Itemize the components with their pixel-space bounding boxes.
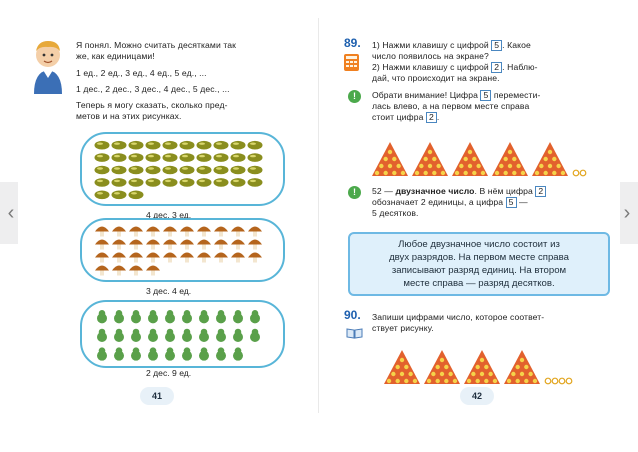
- digit-box: 5: [506, 197, 517, 208]
- note-icon: !: [348, 186, 361, 199]
- lemon-item: [231, 178, 246, 187]
- task89-text: [372, 40, 612, 84]
- unit-dot: [545, 378, 551, 384]
- mushroom-item: [112, 266, 126, 271]
- right-page: [320, 18, 620, 413]
- mushroom-item: [163, 227, 177, 232]
- lemon-item: [95, 191, 110, 200]
- lemon-item: [163, 178, 178, 187]
- lemons-group: [80, 132, 285, 206]
- triangles-figure-bottom: [384, 346, 604, 390]
- mushroom-item: [95, 266, 109, 271]
- mushroom-item: [197, 240, 211, 245]
- mushroom-item: [180, 227, 194, 232]
- intro-line: же, как единицами!: [76, 51, 155, 61]
- lemon-item: [248, 153, 263, 162]
- lemon-item: [231, 166, 246, 175]
- mushroom-item: [163, 253, 177, 258]
- mushroom-item: [180, 240, 194, 245]
- note52-text: [372, 186, 612, 219]
- lemon-item: [214, 141, 229, 150]
- task90-text: [372, 312, 612, 334]
- lemon-item: [129, 153, 144, 162]
- task-number: 89.: [344, 36, 361, 50]
- now-line: Теперь я могу сказать, сколько пред-: [76, 100, 228, 110]
- intro-line: Я понял. Можно считать десятками так: [76, 40, 237, 50]
- task90-line: ствует рисунку.: [372, 323, 434, 333]
- mushroom-item: [231, 253, 245, 258]
- mushroom-item: [197, 253, 211, 258]
- mushroom-item: [146, 266, 160, 271]
- lemon-item: [95, 153, 110, 162]
- mushroom-item: [231, 240, 245, 245]
- mushroom-item: [146, 240, 160, 245]
- mushroom-item: [129, 240, 143, 245]
- mushroom-item: [214, 240, 228, 245]
- unit-dot: [573, 170, 579, 176]
- digit-key-box: 5: [491, 40, 502, 51]
- left-page: [18, 18, 318, 413]
- lemon-item: [146, 141, 161, 150]
- lemon-item: [95, 178, 110, 187]
- mushrooms-group: [80, 218, 285, 282]
- lemon-item: [197, 141, 212, 150]
- lemon-item: [163, 153, 178, 162]
- mushroom-item: [231, 227, 245, 232]
- mushroom-item: [112, 227, 126, 232]
- mushroom-item: [129, 227, 143, 232]
- lemon-item: [95, 141, 110, 150]
- lemon-item: [95, 166, 110, 175]
- mushroom-item: [214, 227, 228, 232]
- now-text: [76, 100, 228, 122]
- digit-box: 2: [426, 112, 437, 123]
- pears-figure: [82, 302, 283, 366]
- mushroom-item: [129, 266, 143, 271]
- mushrooms-figure: [82, 220, 283, 280]
- now-line: метов и на этих рисунках.: [76, 111, 182, 121]
- mushroom-item: [95, 240, 109, 245]
- mushroom-item: [214, 253, 228, 258]
- lemon-item: [112, 178, 127, 187]
- lemon-item: [214, 178, 229, 187]
- lemon-item: [248, 141, 263, 150]
- task89-line: 2) Нажми клавишу с цифрой 2 . Наблю-: [372, 62, 538, 72]
- lemon-item: [248, 166, 263, 175]
- mushroom-item: [112, 240, 126, 245]
- task89-line: 1) Нажми клавишу с цифрой 5 . Какое: [372, 40, 531, 50]
- mushroom-item: [163, 240, 177, 245]
- attention-icon: !: [348, 90, 361, 103]
- lemon-item: [248, 178, 263, 187]
- lemon-item: [197, 178, 212, 187]
- mushroom-item: [95, 227, 109, 232]
- unit-dot: [566, 378, 572, 384]
- mushroom-item: [146, 253, 160, 258]
- mushrooms-caption: 3 дес. 4 ед.: [146, 286, 192, 296]
- lemon-item: [146, 153, 161, 162]
- count-units: 1 ед., 2 ед., 3 ед., 4 ед., 5 ед., ...: [76, 68, 207, 78]
- attention-line: стоит цифра 2 .: [372, 112, 440, 122]
- mushroom-item: [197, 227, 211, 232]
- triangles-figure-top: [372, 138, 612, 182]
- rule-box: [348, 232, 610, 296]
- task89-line: дай, что происходит на экране.: [372, 73, 500, 83]
- lemon-item: [112, 153, 127, 162]
- lemon-item: [180, 178, 195, 187]
- next-page-button[interactable]: ›: [616, 182, 638, 244]
- lemon-item: [129, 166, 144, 175]
- lemon-item: [146, 178, 161, 187]
- note52-line: обозначает 2 единицы, а цифра 5 —: [372, 197, 528, 207]
- mushroom-item: [95, 253, 109, 258]
- digit-key-box: 2: [491, 62, 502, 73]
- task-number: 90.: [344, 308, 361, 322]
- lemon-item: [112, 141, 127, 150]
- note52-line: 5 десятков.: [372, 208, 419, 218]
- page-number: 42: [460, 387, 494, 405]
- lemon-item: [197, 153, 212, 162]
- lemon-item: [180, 153, 195, 162]
- lemons-figure: [82, 134, 283, 204]
- book-icon: [346, 328, 363, 339]
- lemon-item: [180, 166, 195, 175]
- lemon-item: [129, 178, 144, 187]
- page-gutter: [318, 18, 319, 413]
- unit-dot: [559, 378, 565, 384]
- mushroom-item: [129, 253, 143, 258]
- note52-line: 52 — двузначное число. В нём цифра 2: [372, 186, 612, 197]
- lemon-item: [163, 141, 178, 150]
- rule-line: Любое двузначное число состоит из: [398, 239, 560, 250]
- calculator-icon: [344, 54, 359, 71]
- unit-dot: [552, 378, 558, 384]
- intro-text: [76, 40, 236, 62]
- lemons-caption: 4 дес. 3 ед.: [146, 210, 192, 220]
- task90-line: Запиши цифрами число, которое соответ-: [372, 312, 545, 322]
- attention-line: лась влево, а на первом месте справа: [372, 101, 530, 111]
- lemon-item: [129, 191, 144, 200]
- lemon-item: [129, 141, 144, 150]
- lemon-item: [214, 166, 229, 175]
- lemon-item: [231, 153, 246, 162]
- pears-group: [80, 300, 285, 368]
- previous-page-button[interactable]: ‹: [0, 182, 22, 244]
- task89-line: число появилось на экране?: [372, 51, 489, 61]
- mushroom-item: [146, 227, 160, 232]
- lemon-item: [231, 141, 246, 150]
- rule-line: месте справа — разряд десятков.: [403, 278, 555, 289]
- rule-line: записывают разряд единиц. На втором: [391, 265, 567, 276]
- digit-box: 2: [535, 186, 546, 197]
- lemon-item: [112, 166, 127, 175]
- mushroom-item: [248, 227, 262, 232]
- page-number: 41: [140, 387, 174, 405]
- lemon-item: [214, 153, 229, 162]
- mushroom-item: [248, 240, 262, 245]
- lemon-item: [112, 191, 127, 200]
- lemon-item: [197, 166, 212, 175]
- count-tens: 1 дес., 2 дес., 3 дес., 4 дес., 5 дес., ...: [76, 84, 230, 94]
- lemon-item: [180, 141, 195, 150]
- lemon-item: [163, 166, 178, 175]
- digit-box: 5: [480, 90, 491, 101]
- unit-dot: [580, 170, 586, 176]
- mushroom-item: [112, 253, 126, 258]
- attention-line: Обрати внимание! Цифра 5 перемести-: [372, 90, 541, 100]
- attention-text: [372, 90, 612, 123]
- lemon-item: [146, 166, 161, 175]
- mushroom-item: [248, 253, 262, 258]
- rule-line: двух разрядов. На первом месте справа: [389, 252, 569, 263]
- pears-caption: 2 дес. 9 ед.: [146, 368, 192, 378]
- boy-illustration: [30, 38, 66, 94]
- mushroom-item: [180, 253, 194, 258]
